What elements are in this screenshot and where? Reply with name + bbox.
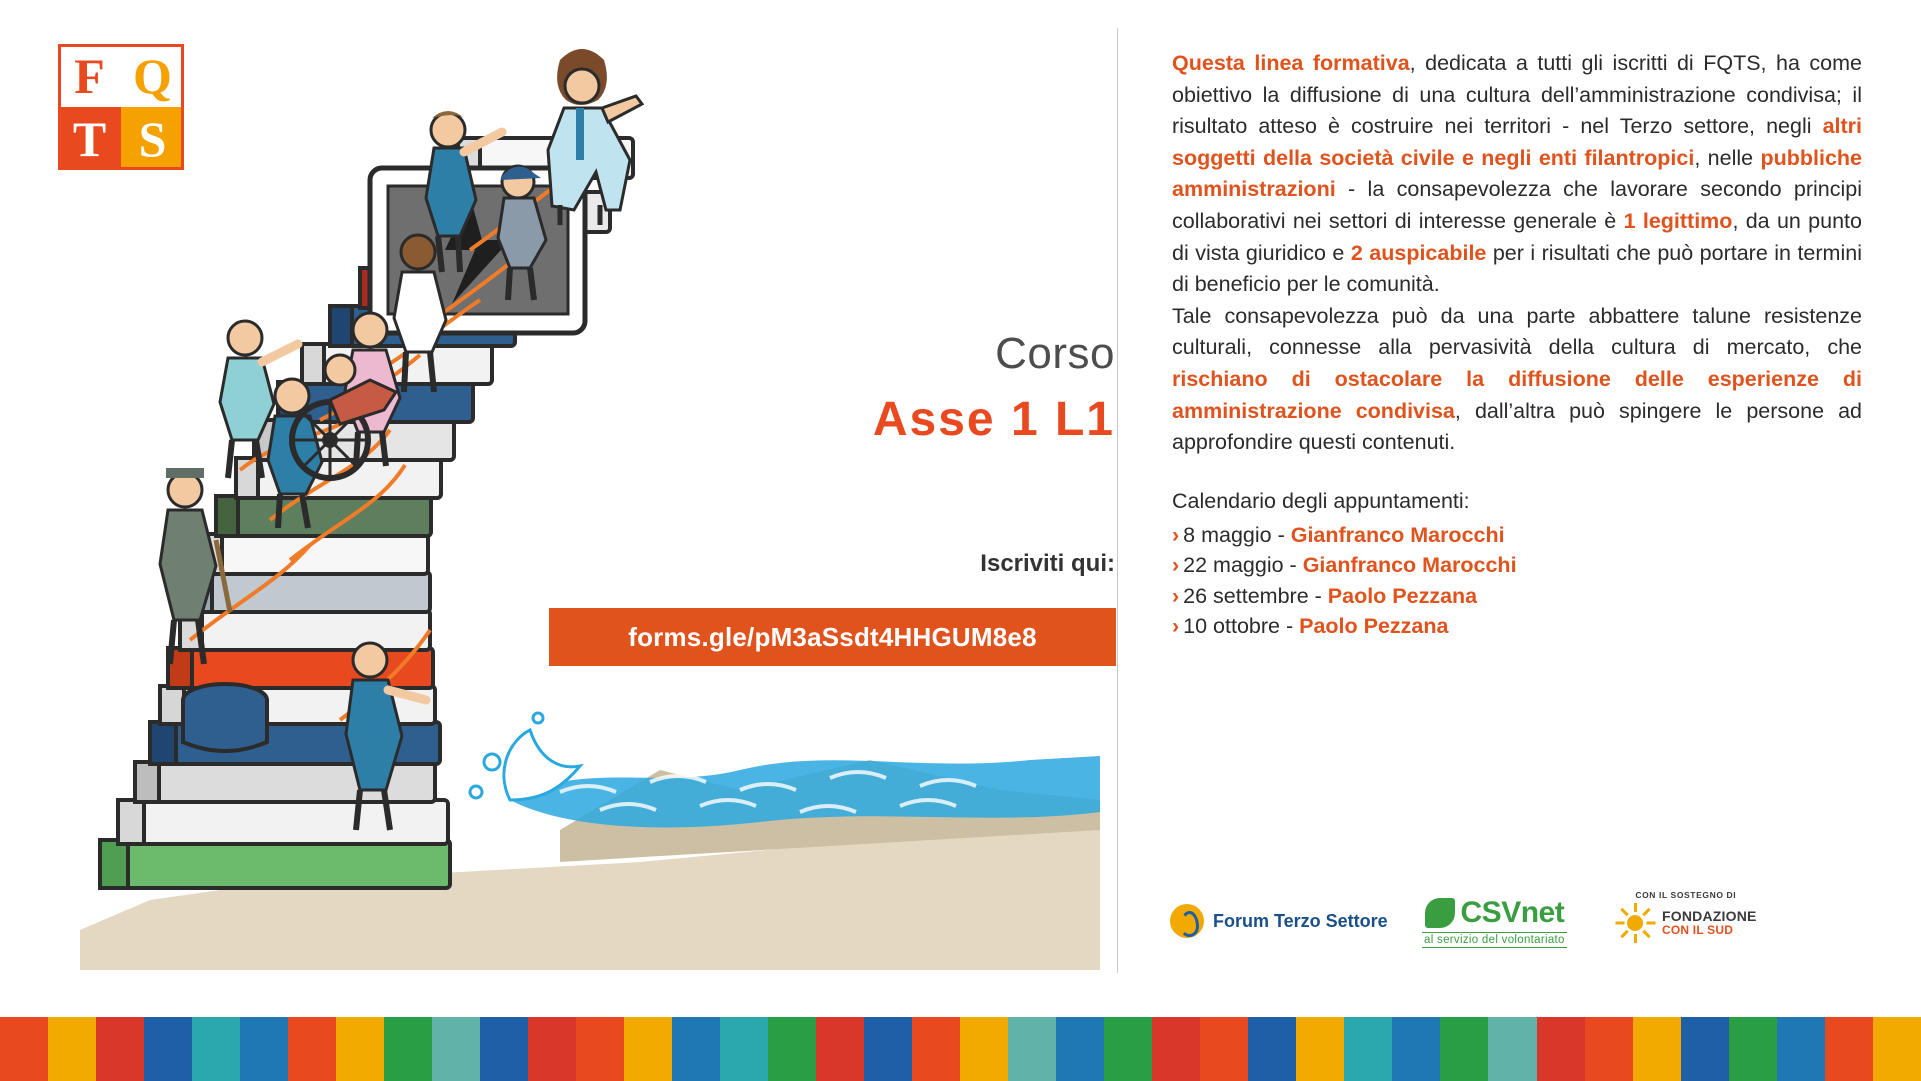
color-swatch xyxy=(384,1017,432,1081)
csvnet-leaf-icon xyxy=(1425,898,1455,928)
color-swatch xyxy=(768,1017,816,1081)
color-swatch xyxy=(240,1017,288,1081)
color-strip xyxy=(0,1017,1921,1081)
color-swatch xyxy=(960,1017,1008,1081)
calendar-item xyxy=(1172,520,1862,551)
body-text: , dedicata a tutti gli iscritti di FQTS, ha come obiettivo la diffusione di una cultura dell’amministrazione condivisa; il risultato atteso è costruire nei territori - nel Terzo settore, negli xyxy=(1172,51,1862,139)
forum-mark-icon xyxy=(1170,904,1204,938)
paragraph-1 xyxy=(1172,48,1862,301)
color-swatch xyxy=(864,1017,912,1081)
signup-label: Iscriviti qui: xyxy=(980,550,1115,577)
bullet-chevron-icon: › xyxy=(1172,614,1180,639)
course-label: Corso xyxy=(995,329,1115,378)
color-swatch xyxy=(1296,1017,1344,1081)
color-swatch xyxy=(1056,1017,1104,1081)
course-title: Asse 1 L1 xyxy=(872,393,1115,447)
description-column xyxy=(1172,48,1862,642)
color-swatch xyxy=(1873,1017,1921,1081)
color-swatch xyxy=(1200,1017,1248,1081)
color-swatch xyxy=(48,1017,96,1081)
color-swatch xyxy=(816,1017,864,1081)
highlighted-text: rischiano di ostacolare la diffusione delle esperienze di amministrazione condivisa xyxy=(1172,366,1862,423)
color-swatch xyxy=(1392,1017,1440,1081)
fondazione-line2: CON IL SUD xyxy=(1662,923,1734,938)
logo-letter-f: F xyxy=(58,44,121,107)
color-swatch xyxy=(1344,1017,1392,1081)
csvnet-logo-label: CSVnet xyxy=(1460,896,1565,929)
body-text: , dall’altra può spingere le persone ad approfondire questi contenuti. xyxy=(1172,398,1862,455)
color-swatch xyxy=(1008,1017,1056,1081)
calendar-speaker: Paolo Pezzana xyxy=(1299,614,1449,639)
body-text: , da un punto di vista giuridico e xyxy=(1172,208,1862,265)
csvnet-logo xyxy=(1422,896,1567,948)
color-swatch xyxy=(624,1017,672,1081)
highlighted-text: 2 auspicabile xyxy=(1350,240,1487,265)
calendar-date: 10 ottobre - xyxy=(1183,614,1300,639)
calendar-date: 22 maggio - xyxy=(1183,553,1303,578)
highlighted-text: pubbliche amministrazioni xyxy=(1172,145,1862,202)
color-swatch xyxy=(96,1017,144,1081)
color-swatch xyxy=(1681,1017,1729,1081)
calendar-date: 8 maggio - xyxy=(1183,522,1291,547)
color-swatch xyxy=(288,1017,336,1081)
bullet-chevron-icon: › xyxy=(1172,583,1180,608)
color-swatch xyxy=(1488,1017,1536,1081)
logo-letter-q: Q xyxy=(121,44,184,107)
color-swatch xyxy=(192,1017,240,1081)
bullet-chevron-icon: › xyxy=(1172,553,1180,578)
calendar-speaker: Gianfranco Marocchi xyxy=(1290,522,1505,547)
color-swatch xyxy=(432,1017,480,1081)
fondazione-line1: FONDAZIONE xyxy=(1662,908,1757,925)
color-swatch xyxy=(1633,1017,1681,1081)
color-swatch xyxy=(1152,1017,1200,1081)
color-swatch xyxy=(144,1017,192,1081)
color-swatch xyxy=(1825,1017,1873,1081)
calendar-item xyxy=(1172,550,1862,581)
color-swatch xyxy=(1729,1017,1777,1081)
color-swatch xyxy=(1248,1017,1296,1081)
books-stack-illustration xyxy=(40,0,1110,1000)
forum-terzo-settore-logo xyxy=(1170,904,1388,938)
body-text: per i risultati che può portare in termini di beneficio per le comunità. xyxy=(1172,240,1862,297)
body-text: Tale consapevolezza può da una parte abbattere talune resistenze culturali, connesse alla pervasività della cultura di mercato, che xyxy=(1172,303,1862,360)
course-heading-block xyxy=(540,330,1115,447)
calendar-speaker: Gianfranco Marocchi xyxy=(1302,553,1517,578)
highlighted-text: 1 legittimo xyxy=(1623,208,1733,233)
color-swatch xyxy=(672,1017,720,1081)
color-swatch xyxy=(528,1017,576,1081)
bullet-chevron-icon: › xyxy=(1172,522,1180,547)
csvnet-tagline: al servizio del volontariato xyxy=(1424,934,1565,946)
fondazione-con-il-sud-logo xyxy=(1615,890,1757,943)
logo-letter-t: T xyxy=(58,107,121,170)
highlighted-text: Questa linea formativa xyxy=(1172,51,1410,75)
color-swatch xyxy=(480,1017,528,1081)
sponsor-logos xyxy=(1160,890,1880,970)
color-swatch xyxy=(1777,1017,1825,1081)
paragraph-2 xyxy=(1172,301,1862,459)
sun-icon xyxy=(1615,903,1655,943)
calendar-date: 26 settembre - xyxy=(1183,583,1328,608)
color-swatch xyxy=(1537,1017,1585,1081)
signup-url-text: forms.gle/pM3aSsdt4HHGUM8e8 xyxy=(628,621,1037,652)
color-swatch xyxy=(576,1017,624,1081)
color-swatch xyxy=(1104,1017,1152,1081)
calendar-list xyxy=(1172,520,1862,642)
color-swatch xyxy=(720,1017,768,1081)
color-swatch xyxy=(1585,1017,1633,1081)
color-swatch xyxy=(0,1017,48,1081)
highlighted-text: altri soggetti della società civile e negli enti filantropici xyxy=(1172,114,1862,170)
color-swatch xyxy=(912,1017,960,1081)
calendar-speaker: Paolo Pezzana xyxy=(1327,583,1478,608)
vertical-divider xyxy=(1117,28,1118,973)
signup-url-button[interactable] xyxy=(549,608,1116,666)
forum-logo-label: Forum Terzo Settore xyxy=(1213,910,1388,931)
calendar-item xyxy=(1172,581,1862,612)
calendar-item xyxy=(1172,611,1862,642)
calendar-title: Calendario degli appuntamenti: xyxy=(1172,488,1470,513)
color-swatch xyxy=(336,1017,384,1081)
body-text: , nelle xyxy=(1694,145,1761,170)
body-text: - la consapevolezza che lavorare secondo principi collaborativi nei settori di interesse generale è xyxy=(1172,177,1862,233)
supporter-label: CON IL SOSTEGNO DI xyxy=(1635,890,1737,900)
logo-letter-s: S xyxy=(121,107,184,170)
color-swatch xyxy=(1440,1017,1488,1081)
